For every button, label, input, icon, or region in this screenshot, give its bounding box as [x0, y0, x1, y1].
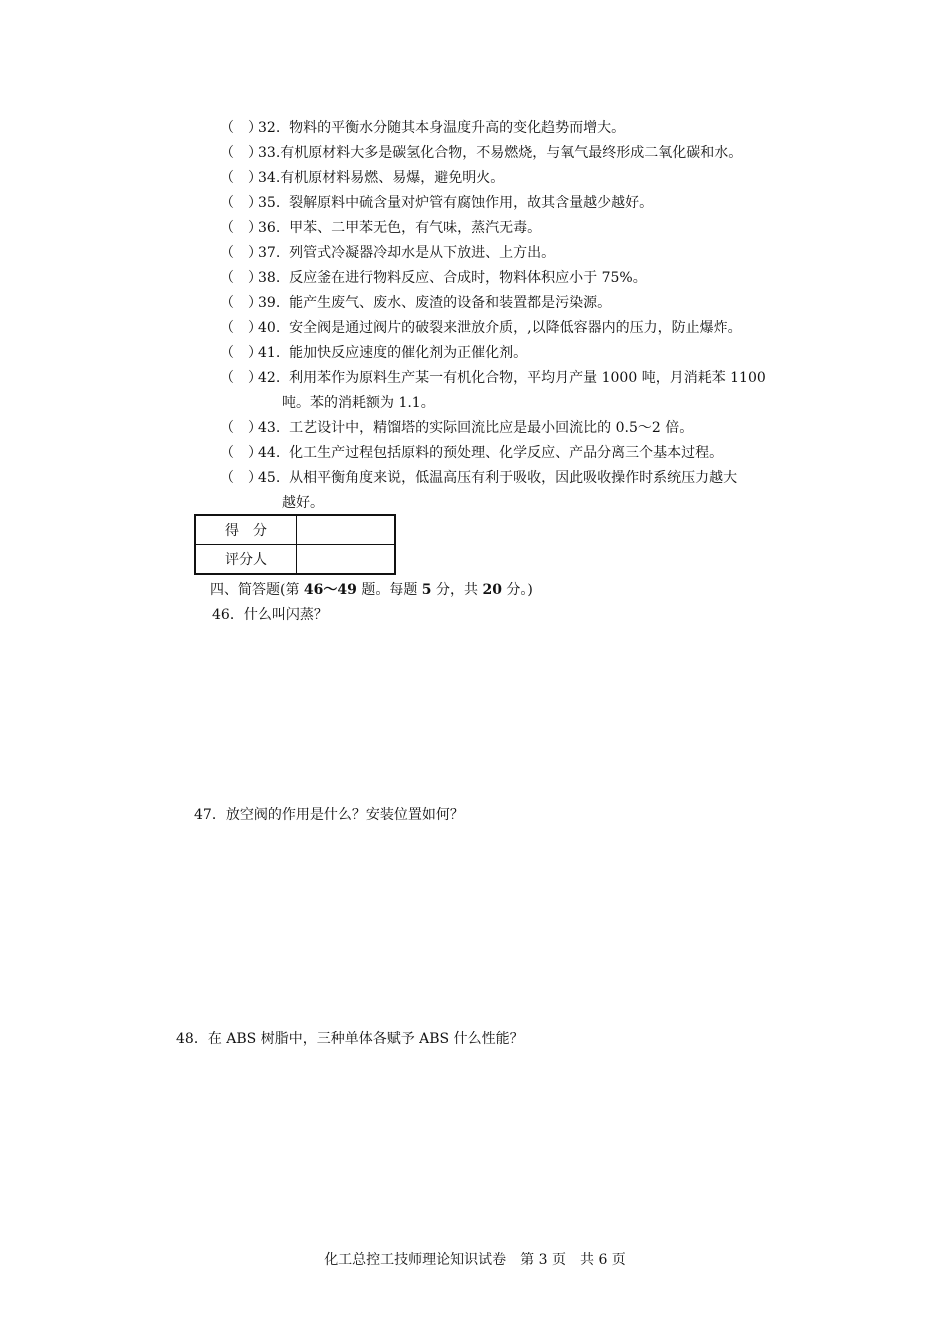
answer-blank: （ ）: [220, 245, 262, 261]
page-footer: 化工总控工技师理论知识试卷 第 3 页 共 6 页: [324, 1252, 626, 1268]
grader-label: 评分人: [195, 545, 297, 575]
question-32: （ ）32. 物料的平衡水分随其本身温度升高的变化趋势而增大。: [220, 120, 626, 136]
answer-blank: （ ）: [220, 420, 262, 436]
answer-blank: （ ）: [220, 470, 262, 486]
answer-blank: （ ）: [220, 320, 262, 336]
question-48: 48．在 ABS 树脂中，三种单体各赋予 ABS 什么性能？: [176, 1031, 524, 1047]
question-46: 46．什么叫闪蒸？: [212, 607, 328, 623]
question-40: （ ）40. 安全阀是通过阀片的破裂来泄放介质，,以降低容器内的压力，防止爆炸。: [220, 320, 742, 336]
section-4-heading: 四、简答题(第 46～49 题。每题 5 分，共 20 分。): [210, 582, 533, 598]
answer-area-47[interactable]: [194, 828, 834, 1023]
question-45: （ ）45. 从相平衡角度来说，低温高压有利于吸收，因此吸收操作时系统压力越大: [220, 470, 738, 486]
question-39: （ ）39. 能产生废气、废水、废渣的设备和装置都是污染源。: [220, 295, 612, 311]
question-42-continuation: 吨。苯的消耗额为 1.1。: [282, 395, 435, 411]
answer-blank: （ ）: [220, 445, 262, 461]
question-41: （ ）41. 能加快反应速度的催化剂为正催化剂。: [220, 345, 528, 361]
answer-blank: （ ）: [220, 145, 262, 161]
question-35: （ ）35. 裂解原料中硫含量对炉管有腐蚀作用，故其含量越少越好。: [220, 195, 654, 211]
question-47: 47．放空阀的作用是什么？安装位置如何？: [194, 807, 464, 823]
answer-area-48[interactable]: [176, 1052, 836, 1237]
question-37: （ ）37. 列管式冷凝器冷却水是从下放进、上方出。: [220, 245, 556, 261]
answer-blank: （ ）: [220, 220, 262, 236]
score-label: 得 分: [195, 515, 297, 545]
answer-area-46[interactable]: [194, 628, 834, 798]
question-36: （ ）36. 甲苯、二甲苯无色，有气味，蒸汽无毒。: [220, 220, 542, 236]
question-43: （ ）43. 工艺设计中，精馏塔的实际回流比应是最小回流比的 0.5～2 倍。: [220, 420, 694, 436]
question-38: （ ）38. 反应釜在进行物料反应、合成时，物料体积应小于 75%。: [220, 270, 647, 286]
answer-blank: （ ）: [220, 295, 262, 311]
answer-blank: （ ）: [220, 120, 262, 136]
grader-value-cell[interactable]: [297, 545, 396, 575]
score-table: [194, 514, 396, 575]
answer-blank: （ ）: [220, 195, 262, 211]
score-value-cell[interactable]: [297, 515, 396, 545]
question-42: （ ）42. 利用苯作为原料生产某一有机化合物，平均月产量 1000 吨，月消耗苯 1100: [220, 370, 766, 386]
answer-blank: （ ）: [220, 345, 262, 361]
question-44: （ ）44. 化工生产过程包括原料的预处理、化学反应、产品分离三个基本过程。: [220, 445, 724, 461]
question-45-continuation: 越好。: [282, 495, 324, 511]
answer-blank: （ ）: [220, 170, 262, 186]
question-33: （ ）33.有机原材料大多是碳氢化合物，不易燃烧，与氧气最终形成二氧化碳和水。: [220, 145, 743, 161]
answer-blank: （ ）: [220, 370, 262, 386]
answer-blank: （ ）: [220, 270, 262, 286]
question-34: （ ）34.有机原材料易燃、易爆，避免明火。: [220, 170, 505, 186]
